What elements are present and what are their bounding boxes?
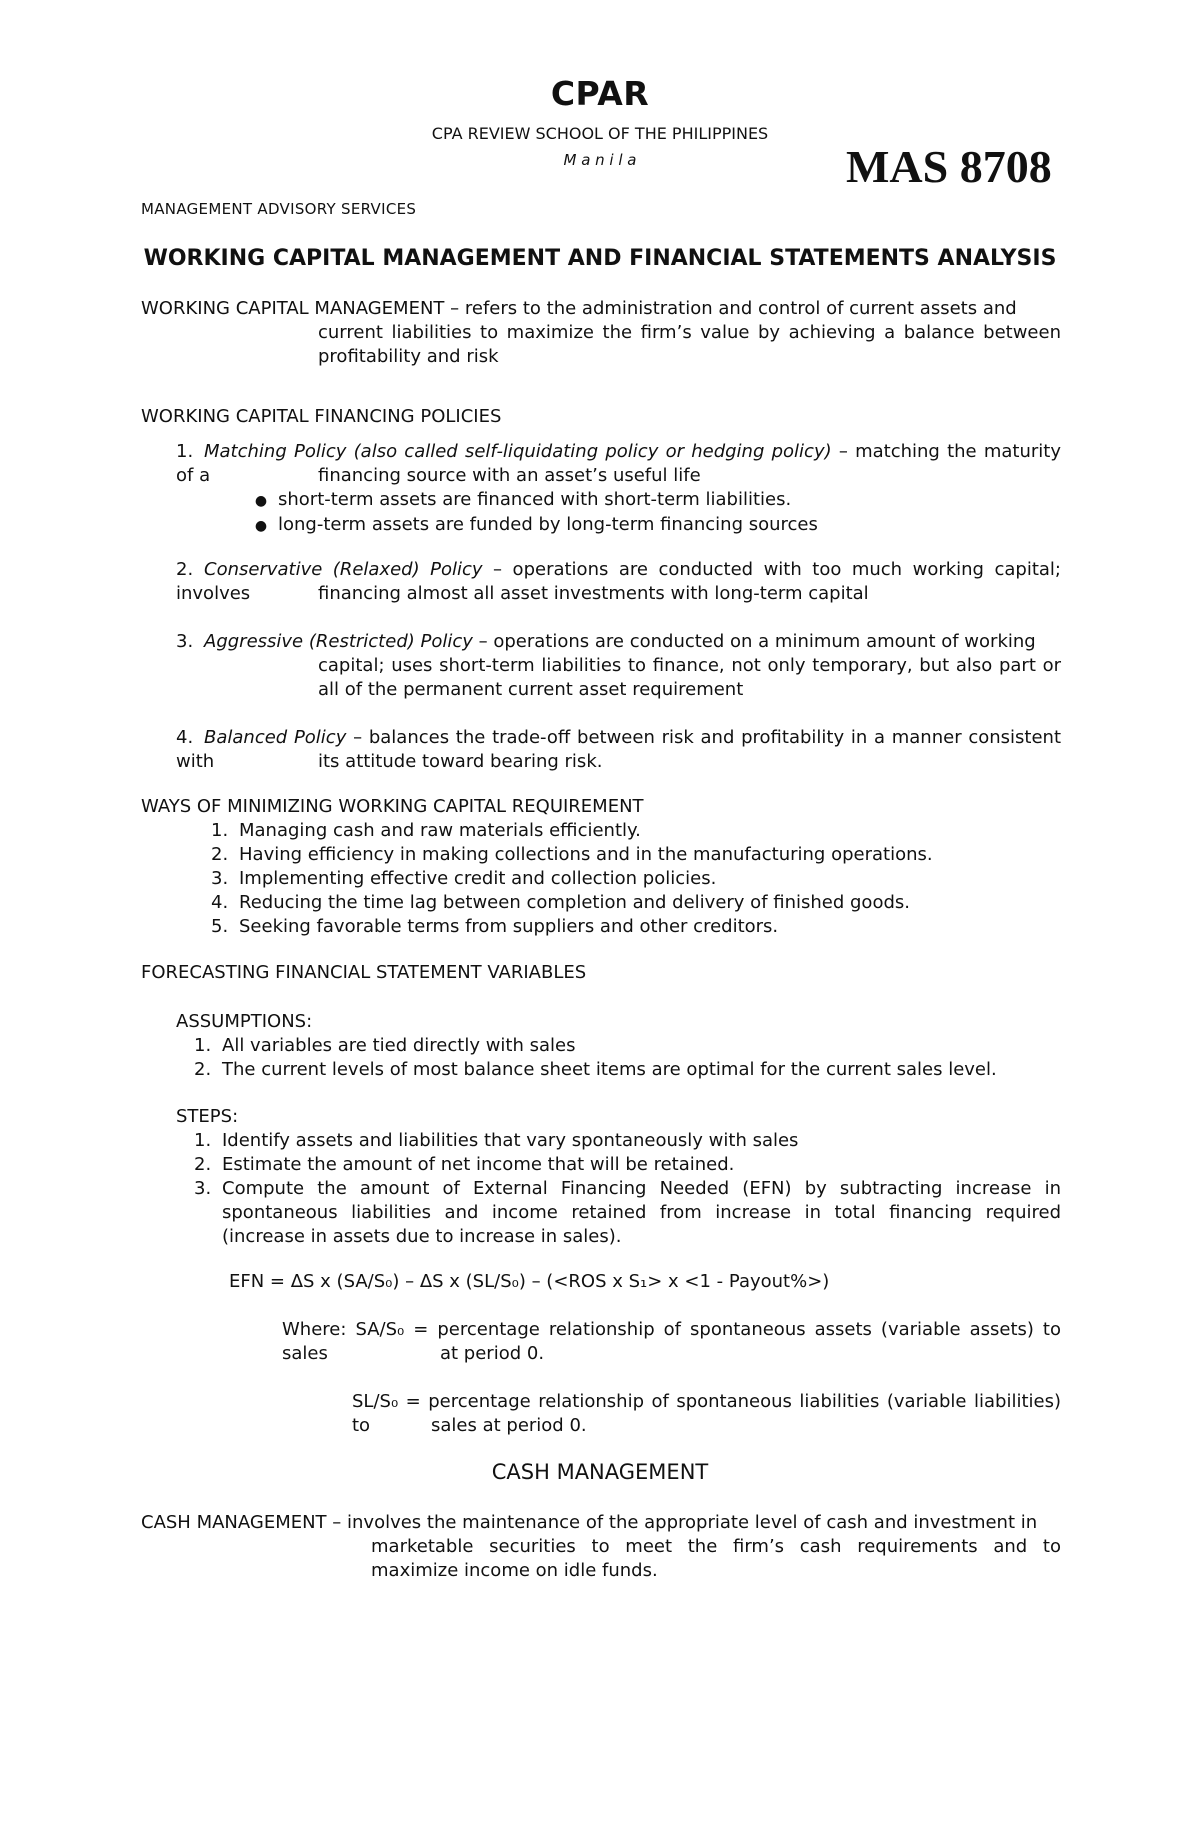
policy-item	[176, 630, 1061, 654]
list-item	[211, 915, 1061, 939]
list-text: Reducing the time lag between completion and delivery of finished goods.	[239, 892, 910, 913]
list-text: Managing cash and raw materials efficiently.	[239, 820, 641, 841]
list-number: 4.	[211, 892, 229, 913]
definition-cont: sales at period 0.	[431, 1415, 587, 1436]
definition-where	[282, 1318, 1061, 1366]
policy-number: 4.	[176, 727, 194, 748]
policy-desc-cont: its attitude toward bearing risk.	[318, 751, 603, 772]
city: M a n i l a	[563, 151, 637, 169]
bullet-icon: ●	[254, 518, 268, 534]
def-text: = percentage relationship of spontaneous assets (variable assets) to sales	[282, 1319, 1061, 1364]
list-text: Identify assets and liabilities that vary spontaneously with sales	[222, 1130, 799, 1151]
wcm-first-line: – refers to the administration and control of current assets and	[444, 298, 1017, 319]
def-text: = percentage relationship of spontaneous liabilities (variable liabilities) to	[352, 1391, 1061, 1436]
list-item	[211, 819, 1061, 843]
school-name: CPA REVIEW SCHOOL OF THE PHILIPPINES	[431, 124, 769, 143]
list-text: All variables are tied directly with sales	[222, 1035, 576, 1056]
list-text: Having efficiency in making collections and in the manufacturing operations.	[239, 844, 933, 865]
list-number: 1.	[194, 1035, 212, 1056]
list-item	[194, 1034, 1061, 1058]
bullet-item	[244, 513, 818, 538]
policy-desc: – balances the trade-off between risk and profitability in a manner consistent with	[176, 727, 1062, 772]
policy-number: 2.	[176, 559, 194, 580]
bullet-text: short-term assets are financed with short-term liabilities.	[278, 489, 792, 510]
policy-desc-cont: financing source with an asset’s useful life	[318, 465, 701, 486]
list-item	[194, 1153, 1061, 1177]
cash-definition	[141, 1511, 1061, 1535]
wcm-definition	[141, 297, 1061, 321]
list-number: 3.	[211, 868, 229, 889]
list-item	[211, 867, 1061, 891]
department: MANAGEMENT ADVISORY SERVICES	[141, 200, 417, 218]
list-item	[194, 1177, 1061, 1249]
ways-heading: WAYS OF MINIMIZING WORKING CAPITAL REQUIREMENT	[141, 796, 644, 817]
policy-name: Aggressive (Restricted) Policy	[204, 631, 473, 652]
section-heading: CASH MANAGEMENT	[491, 1460, 709, 1484]
list-text: Implementing effective credit and collection policies.	[239, 868, 717, 889]
forecast-heading: FORECASTING FINANCIAL STATEMENT VARIABLES	[141, 962, 587, 983]
policy-bullets	[244, 488, 818, 538]
document-code: MAS 8708	[846, 141, 1052, 192]
policy-number: 1.	[176, 441, 194, 462]
wcm-term: WORKING CAPITAL MANAGEMENT	[141, 298, 445, 319]
list-number: 2.	[211, 844, 229, 865]
cash-continuation: marketable securities to meet the firm’s cash requirements and to maximize income on idle funds.	[371, 1536, 1061, 1581]
list-number: 2.	[194, 1154, 212, 1175]
logo: CPAR	[550, 74, 650, 113]
efn-formula: EFN = ΔS x (SA/S₀) – ΔS x (SL/S₀) – (<ROS x S₁> x <1 - Payout%>)	[229, 1271, 830, 1292]
bullet-text: long-term assets are funded by long-term financing sources	[278, 514, 818, 535]
steps-label: STEPS:	[176, 1106, 239, 1127]
list-number: 3.	[194, 1178, 212, 1199]
list-text: Seeking favorable terms from suppliers and other creditors.	[239, 916, 779, 937]
policy-number: 3.	[176, 631, 194, 652]
list-text: The current levels of most balance sheet items are optimal for the current sales level.	[222, 1059, 997, 1080]
page-title: WORKING CAPITAL MANAGEMENT AND FINANCIAL STATEMENTS ANALYSIS	[143, 246, 1057, 271]
list-number: 2.	[194, 1059, 212, 1080]
policy-name: Balanced Policy	[204, 727, 347, 748]
cash-term: CASH MANAGEMENT	[141, 1512, 327, 1533]
where-label: Where:	[282, 1319, 347, 1340]
policies-heading: WORKING CAPITAL FINANCING POLICIES	[141, 406, 502, 427]
list-item	[211, 843, 1061, 867]
definition-cont: at period 0.	[440, 1343, 545, 1364]
list-text: Estimate the amount of net income that will be retained.	[222, 1154, 735, 1175]
wcm-continuation: current liabilities to maximize the firm’s value by achieving a balance between profitability and risk	[318, 322, 1061, 367]
policy-desc-cont: capital; uses short-term liabilities to finance, not only temporary, but also part or all of the permanent current asset requirement	[318, 655, 1061, 700]
bullet-icon: ●	[254, 493, 268, 509]
policy-desc: – matching the maturity of a	[176, 441, 1061, 486]
ways-list	[211, 819, 1061, 939]
cash-first-line: – involves the maintenance of the appropriate level of cash and investment in	[326, 1512, 1038, 1533]
list-number: 5.	[211, 916, 229, 937]
def-term: SL/S₀	[352, 1391, 399, 1412]
policy-desc: – operations are conducted on a minimum amount of working	[472, 631, 1036, 652]
list-text: Compute the amount of External Financing Needed (EFN) by subtracting increase in spontaneous liabilities and income retained from increase in total financing required (increase in assets due to increase in sales).	[222, 1178, 1061, 1247]
list-number: 1.	[211, 820, 229, 841]
policy-desc-cont: financing almost all asset investments with long-term capital	[318, 583, 869, 604]
policy-desc: – operations are conducted with too much working capital; involves	[176, 559, 1061, 604]
steps-list	[194, 1129, 1061, 1249]
list-item	[194, 1129, 1061, 1153]
policy-name: Matching Policy (also called self-liquidating policy or hedging policy)	[204, 441, 832, 462]
assumptions-list	[194, 1034, 1061, 1082]
def-term: SA/S₀	[355, 1319, 405, 1340]
list-item	[194, 1058, 1061, 1082]
list-number: 1.	[194, 1130, 212, 1151]
bullet-item	[244, 488, 818, 513]
assumptions-label: ASSUMPTIONS:	[176, 1011, 313, 1032]
policy-name: Conservative (Relaxed) Policy	[204, 559, 483, 580]
list-item	[211, 891, 1061, 915]
